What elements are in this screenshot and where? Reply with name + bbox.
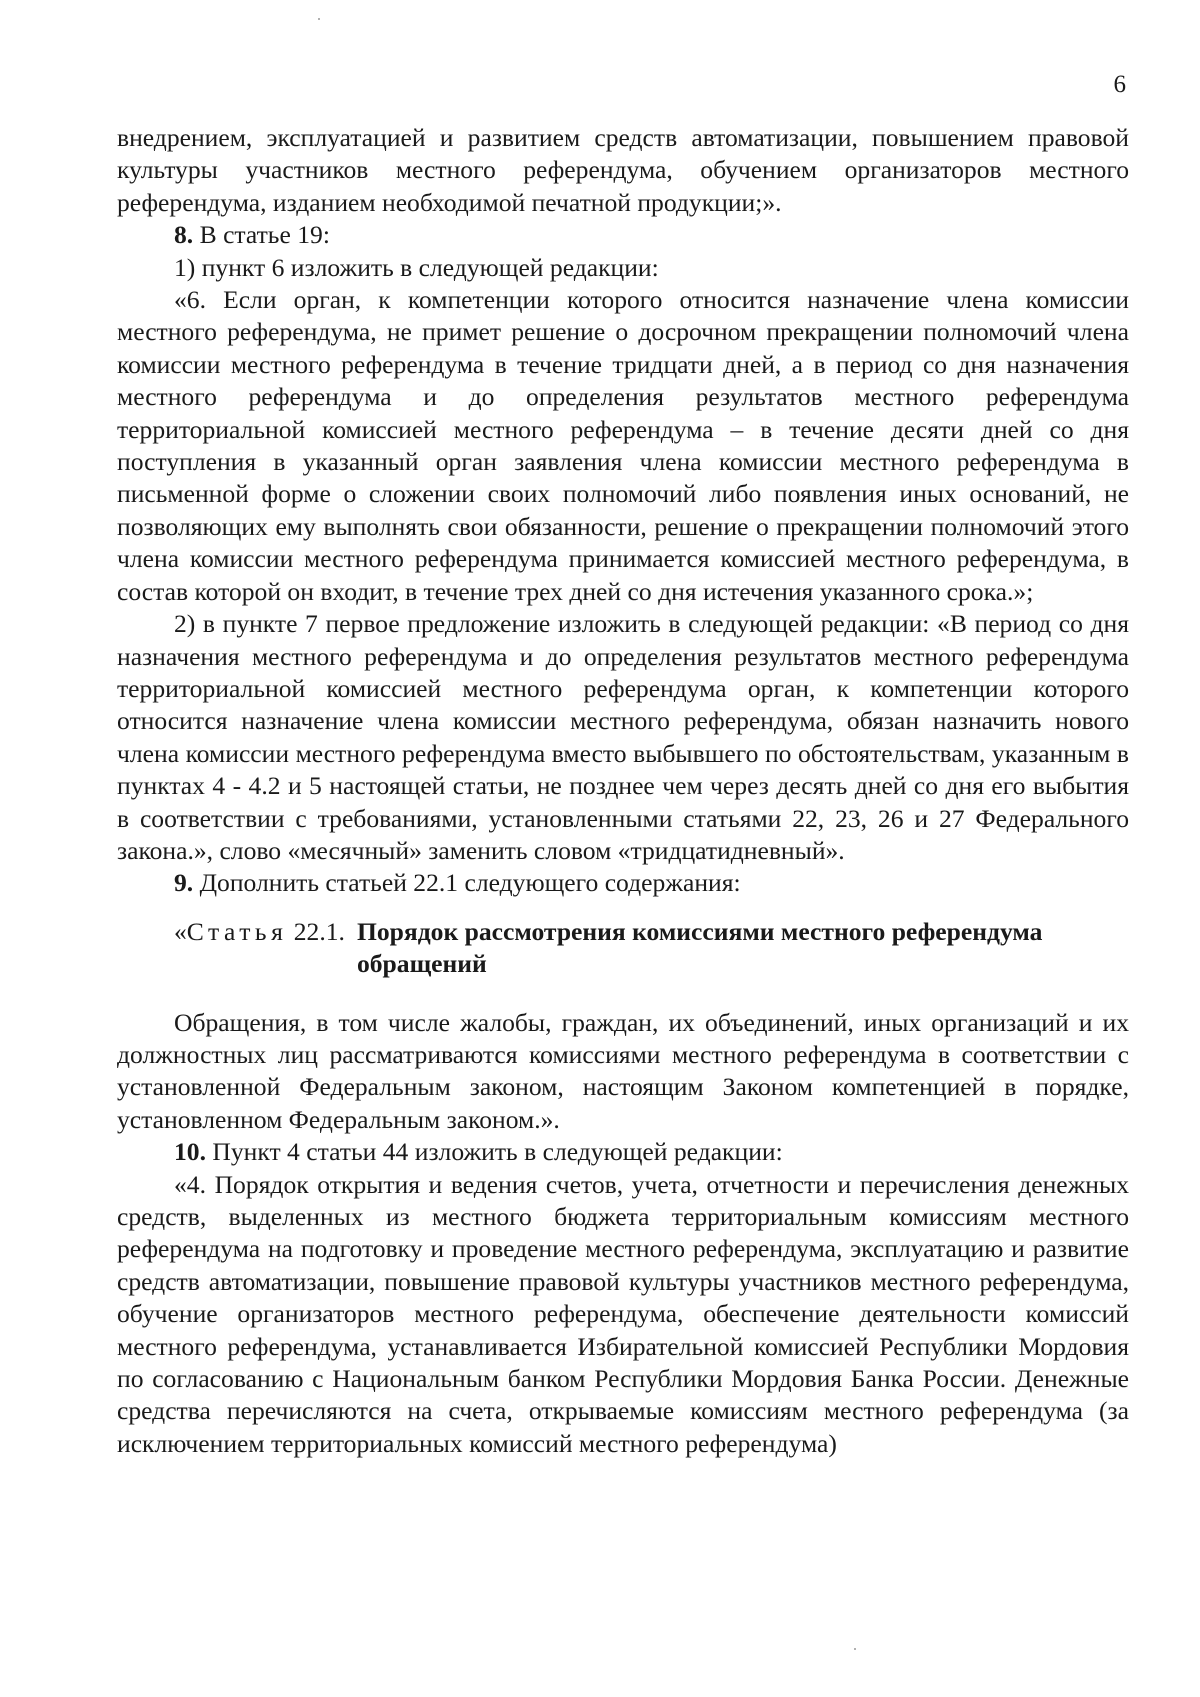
paragraph-text: Дополнить статьей 22.1 следующего содержания: — [193, 868, 741, 898]
paragraph-text: «6. Если орган, к компетенции которого относится назначение члена комиссии местного референдума, не примет решение о досрочном прекращении полномочий члена комиссии местного референдума в течение тридцати дней, а в период со дня назначения местного референдума и до определения результатов местного референдума территориальной комиссией местного референдума – в течение десяти дней со дня поступления в указанный орган заявления члена комиссии местного референдума в письменной форме о сложении своих полномочий либо появления иных оснований, не позволяющих ему выполнять свои обязанности, решение о прекращении полномочий этого члена комиссии местного референдума принимается комиссией местного референдума, в состав которой он входит, в течение трех дней со дня истечения указанного срока.»; — [117, 285, 1129, 606]
article-label-prefix: « — [174, 916, 187, 946]
paragraph-text: Обращения, в том числе жалобы, граждан, их объединений, иных организаций и их должностных лиц рассматриваются комиссиями местного референдума в соответствии с установленной Федеральным законом, настоящим Законом компетенцией в порядке, установленном Федеральным законом.». — [117, 1007, 1129, 1134]
paragraph — [117, 284, 1129, 608]
paragraph-text: 2) в пункте 7 первое предложение изложить в следующей редакции: «В период со дня назначения местного референдума и до определения результатов местного референдума территориальной комиссией местного референдума орган, к компетенции которого относится назначение члена комиссии местного референдума, обязан назначить нового члена комиссии местного референдума вместо выбывшего по обстоятельствам, указанным в пунктах 4 - 4.2 и 5 настоящей статьи, не позднее чем через десять дней со дня его выбытия в соответствии с требованиями, установленными статьями 22, 23, 26 и 27 Федерального закона.», слово «месячный» заменить словом «тридцатидневный». — [117, 609, 1129, 865]
article-label-word: Статья — [186, 916, 288, 946]
paragraph-text: 1) пункт 6 изложить в следующей редакции: — [174, 252, 659, 282]
paragraph — [117, 219, 1129, 251]
scan-speck — [854, 1648, 856, 1650]
document-body — [117, 122, 1129, 1460]
paragraph-text: внедрением, эксплуатацией и развитием средств автоматизации, повышением правовой культуры участников местного референдума, обучением организаторов местного референдума, изданием необходимой печатной продукции;». — [117, 123, 1129, 217]
scan-speck — [318, 18, 320, 20]
item-number: 10. — [174, 1137, 206, 1167]
paragraph — [117, 252, 1129, 284]
page-number: 6 — [1113, 71, 1126, 98]
paragraph — [117, 1007, 1129, 1137]
paragraph — [117, 867, 1129, 899]
paragraph — [117, 1169, 1129, 1461]
paragraph — [117, 1136, 1129, 1168]
article-heading — [117, 916, 1129, 981]
paragraph — [117, 122, 1129, 219]
article-label — [174, 916, 345, 981]
article-title: Порядок рассмотрения комиссиями местного референдума обращений — [356, 916, 1043, 979]
item-number: 9. — [174, 868, 194, 898]
article-label-number: 22.1. — [287, 916, 345, 946]
paragraph-text: В статье 19: — [193, 220, 330, 250]
paragraph-text: «4. Порядок открытия и ведения счетов, учета, отчетности и перечисления денежных средств, выделенных из местного бюджета территориальным комиссиям местного референдума на подготовку и проведение местного референдума, эксплуатацию и развитие средств автоматизации, повышение правовой культуры участников местного референдума, обучение организаторов местного референдума, обеспечение деятельности комиссий местного референдума, устанавливается Избирательной комиссией Республики Мордовия по согласованию с Национальным банком Республики Мордовия Банка России. Денежные средства перечисляются на счета, открываемые комиссиям местного референдума (за исключением территориальных комиссий местного референдума) — [117, 1169, 1129, 1458]
paragraph — [117, 608, 1129, 867]
paragraph-text: Пункт 4 статьи 44 изложить в следующей редакции: — [206, 1137, 783, 1167]
item-number: 8. — [174, 220, 194, 250]
